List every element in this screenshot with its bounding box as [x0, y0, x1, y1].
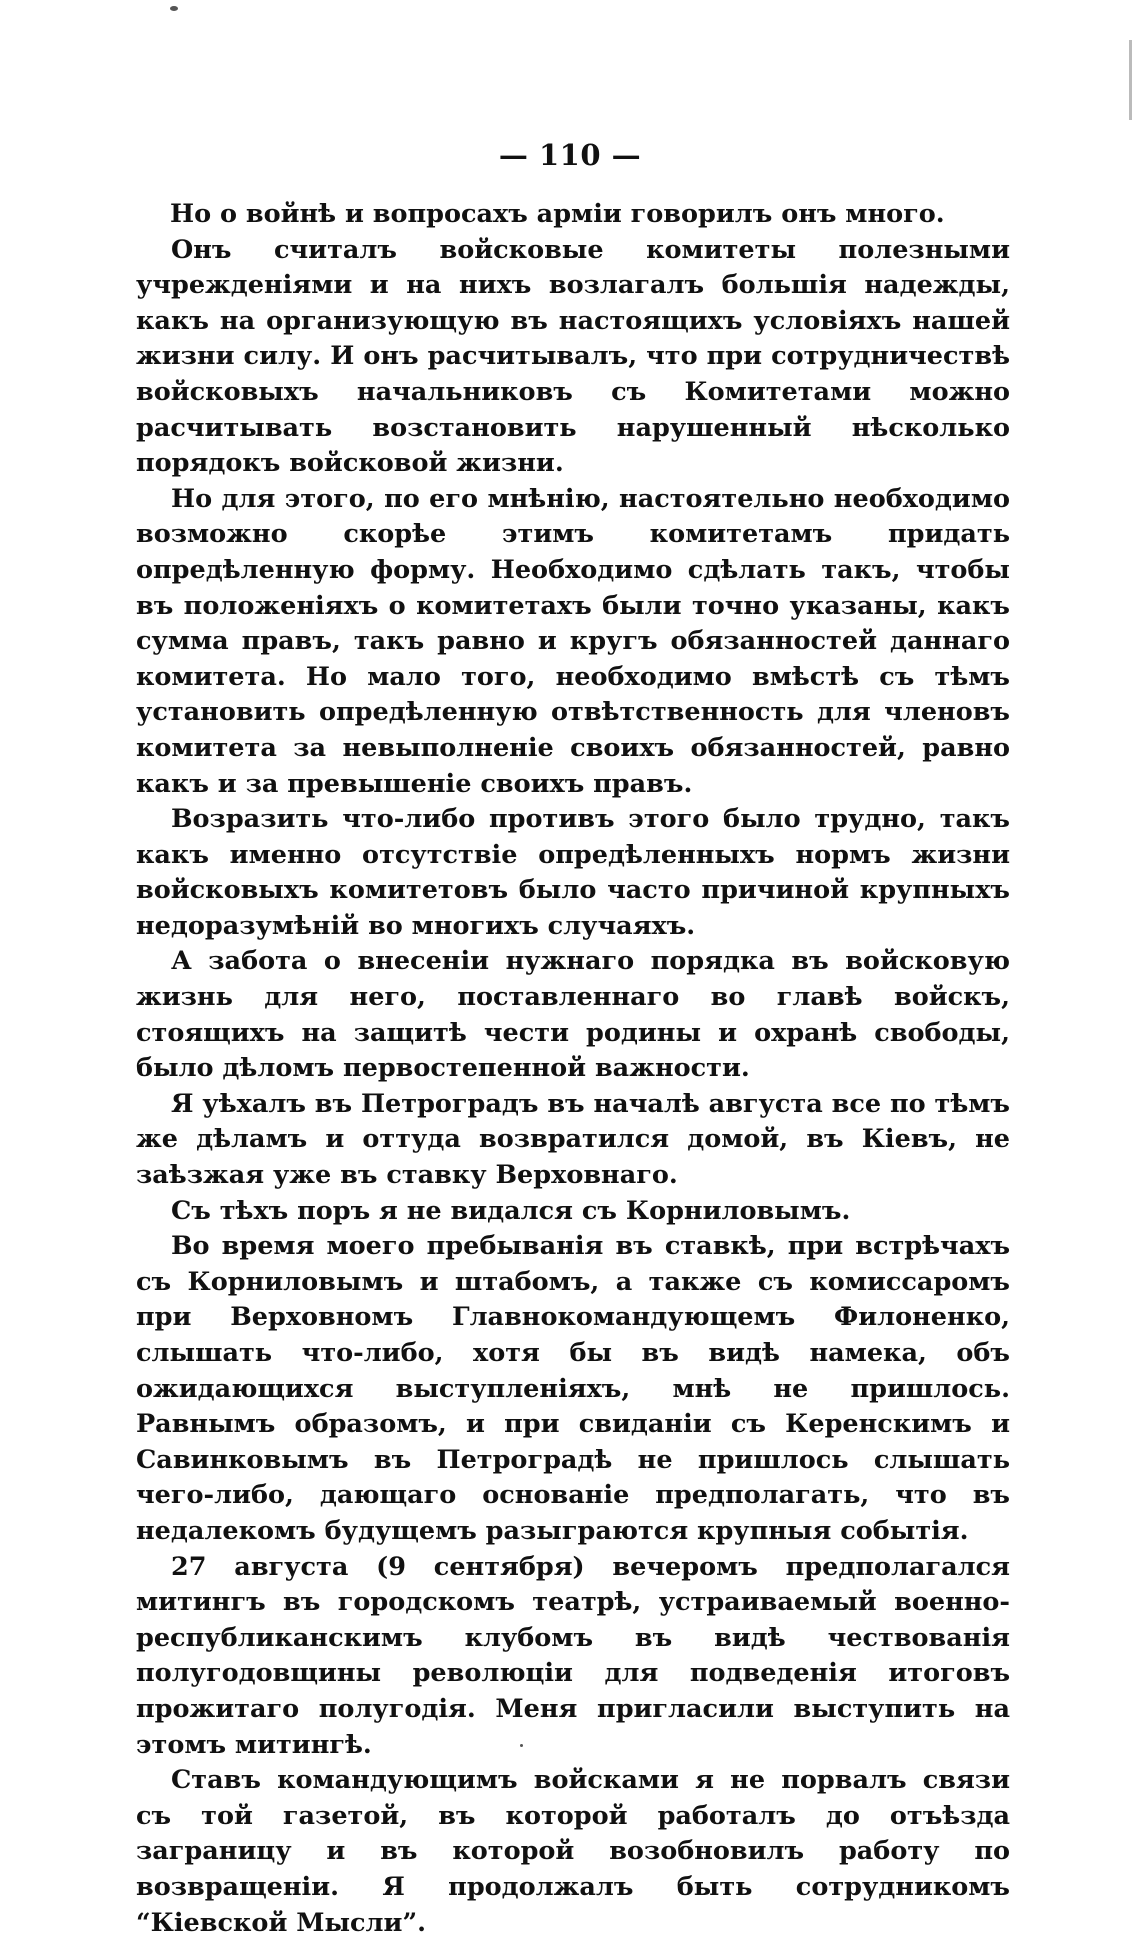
- paragraph: А забота о внесеніи нужнаго порядка въ войсковую жизнь для него, поставленнаго во главѣ войскъ, стоящихъ на защитѣ чести родины и охранѣ свободы, было дѣломъ первостепенной важности.: [136, 946, 1010, 1084]
- page-edge-shadow: [1129, 40, 1132, 120]
- page-number: — 110 —: [498, 138, 642, 172]
- paragraph: Возразить что-либо противъ этого было трудно, такъ какъ именно отсутствіе опредѣленныхъ нормъ жизни войсковыхъ комитетовъ было часто причиной крупныхъ недоразумѣній во многихъ случаяхъ.: [136, 804, 1010, 941]
- body-text: [136, 197, 1010, 1941]
- paragraph: Ставъ командующимъ войсками я не порвалъ связи съ той газетой, въ которой работалъ до отъѣзда заграницу и въ которой возобновилъ работу по возвращеніи. Я продолжалъ быть сотрудникомъ “Кіевской Мысли”.: [136, 1765, 1010, 1938]
- paragraph: Онъ считалъ войсковые комитеты полезными учрежденіями и на нихъ возлагалъ большія надежды, какъ на организующую въ настоящихъ условіяхъ нашей жизни силу. И онъ расчитывалъ, что при сотрудничествѣ войсковыхъ начальниковъ съ Комитетами можно расчитывать возстановить нарушенный нѣсколько порядокъ войсковой жизни.: [136, 234, 1010, 479]
- paragraph: Но для этого, по его мнѣнію, настоятельно необходимо возможно скорѣе этимъ комитетамъ придать опредѣленную форму. Необходимо сдѣлать такъ, чтобы въ положеніяхъ о комитетахъ были точно указаны, какъ сумма правъ, такъ равно и кругъ обязанностей даннаго комитета. Но мало того, необходимо вмѣстѣ съ тѣмъ установить опредѣленную отвѣтственность для членовъ комитета за невыполненіе своихъ обязанностей, равно какъ и за превышеніе своихъ правъ.: [136, 483, 1010, 799]
- paragraph: Во время моего пребыванія въ ставкѣ, при встрѣчахъ съ Корниловымъ и штабомъ, а также съ комиссаромъ при Верховномъ Главнокомандующемъ Филоненко, слышать что-либо, хотя бы въ видѣ намека, объ ожидающихся выступленіяхъ, мнѣ не пришлось. Равнымъ образомъ, и при свиданіи съ Керенскимъ и Савинковымъ въ Петроградѣ не пришлось слышать чего-либо, дающаго основаніе предполагать, что въ недалекомъ будущемъ разыграются крупныя событія.: [136, 1231, 1010, 1546]
- print-speck: [170, 6, 178, 11]
- paragraph: Я уѣхалъ въ Петроградъ въ началѣ августа все по тѣмъ же дѣламъ и оттуда возвратился домой, въ Кіевъ, не заѣзжая уже въ ставку Верховнаго.: [136, 1088, 1010, 1191]
- paragraph: Но о войнѣ и вопросахъ арміи говорилъ онъ много.: [170, 199, 945, 229]
- paragraph: Съ тѣхъ поръ я не видался съ Корниловымъ.: [171, 1195, 851, 1226]
- paragraph: 27 августа (9 сентября) вечеромъ предполагался митингъ въ городскомъ театрѣ, устраиваемый военно-республиканскимъ клубомъ въ видѣ чествованія полугодовщины революціи для подведенія итоговъ прожитаго полугодія. Меня пригласили выступить на этомъ митингѣ.: [136, 1551, 1010, 1760]
